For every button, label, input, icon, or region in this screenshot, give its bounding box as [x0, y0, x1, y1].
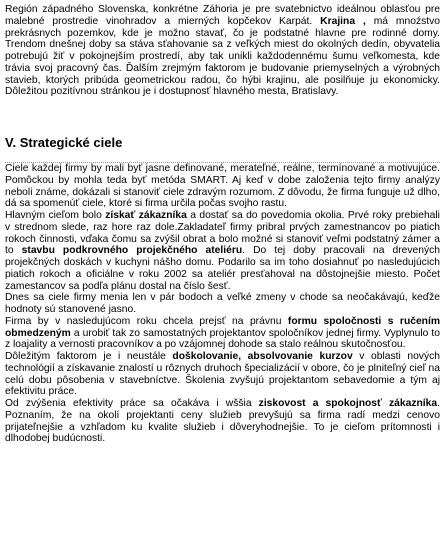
text-run: Firma by v nasledujúcom roku chcela prejsť na právnu: [5, 315, 288, 327]
body-paragraph: [5, 316, 440, 351]
text-run: Hlavným cieľom bolo: [5, 210, 106, 221]
body-paragraph: [5, 210, 440, 292]
text-run: Dôležitým faktorom je i neustále: [5, 351, 173, 362]
section-heading: V. Strategické ciele: [5, 135, 123, 150]
text-run: . Do tej doby pracovali na drevených projekčných doskách v kuchyni nášho domu. Podarilo sa im toho dosiahnuť po nasledujúcich piatich rokoch a oficiálne v roku 2002 sa ateliér presťahoval na dôstojnejšie miesto. Počet zamestancov sa podľa plánu dostal na číslo šesť.: [5, 245, 441, 292]
bold-text: Krajina ,: [320, 15, 366, 27]
bold-text: doškolovanie, absolvovanie kurzov: [172, 351, 353, 362]
spacer: [5, 98, 440, 135]
body-paragraph: [5, 351, 440, 398]
text-run: Ciele každej firmy by mali byť jasne definované, merateľné, reálne, termínované a motivujúce. Pomôckou by mohla teda byť metóda SMART. Aj keď v dobe založenia tejto firmy analýzy neboli známe, dokázali si stanoviť ciele zdravým rozumom. Z dôvodu, že firma funguje už dlho, dá sa spomenúť ciele, ktoré si firma určila počas svojho rastu.: [5, 163, 440, 210]
text-run: a dostať sa do povedomia okolia. Prvé roky prebiehali v strednom slede, raz hore raz dole.Zakladateľ firmy pribral prvých zamestnancov po piatich rokoch činnosti, vďaka čomu sa zvýšil obrat a bolo možné si stanoviť veľmi podstatný zámer a to: [5, 210, 440, 257]
body-paragraph: [5, 163, 440, 210]
text-run: Od zvýšenia efektivity práce sa očakáva i wššia: [5, 398, 259, 409]
bold-text: získať zákazníka: [105, 210, 187, 221]
text-run: Dnes sa ciele firmy menia len v pár bodoch a veľké zmeny v chode sa neočakávajú, keďže hodnoty sú stanovené jasno.: [5, 292, 440, 315]
bold-text: formu spoločnosti s ručením obmedzeným: [5, 315, 440, 339]
body-paragraph: [5, 292, 440, 316]
text-run: v oblasti nových technológií a získavanie znalostí u rôznych druhoch špecializácií v obore, čo je plniteľný cieľ na celú dobu pôsobenia v stavebníctve. Školenia zvyšujú projektantom sebavedomie a tým aj efektivitu práce.: [5, 351, 440, 398]
text-run: . Poznaním, že na okolí projektanti ceny služieb prevyšujú sa firma radí medzi cenovo prijateľnejšie a vzhľadom ku kvalite služieb i dôveryhodnejšie. To je cieľom prítomnosti i dlhodobej budúcnosti.: [5, 398, 440, 445]
bold-text: stavbu podkrovného projekčného ateliéru: [21, 245, 243, 257]
text-run: a urobiť tak zo samostatných projektantov spoločníkov jednej firmy. Vyplynulo to z loajality a vernosti pracovníkov a po vzájomnej dohode sa stalo reálnou skutočnosťou.: [5, 327, 440, 351]
text-run: má mnoźstvo prekrásnych pozemkov, kde je možno stavať, čo je podstatné hlavne pre rodinné domy. Trendom dnešnej doby sa stáva sťahovanie sa z veľkých miest do okolných dedín, obyvatelia potrebujú žiť v pokojnejším prostredí, aby tak unikli každodennému šumu veľkomesta, kde trávia svoj pracovný čas. Ďalším zrejmým faktorom je budovanie priemyselných a výrobných stavieb, ktorých pribúda geometrickou radou, čo hýbi krajinu, ale posilňuje ju ekonomicky. Dôležitou pozitívnou stránkou je i dostupnosť hlavného mesta, Bratislavy.: [5, 15, 440, 98]
body-paragraph: [5, 398, 440, 445]
spacer: [5, 151, 440, 162]
bold-text: ziskovost a spokojnosť zákazníka: [258, 398, 438, 409]
text-run: Región západného Slovenska, konkrétne Záhoria je pre svatebnictvo ideálnou oblasťou pre malebné prostredie vinohradov a mierných kopčekov Karpát.: [5, 4, 440, 27]
intro-paragraph: [5, 4, 440, 98]
